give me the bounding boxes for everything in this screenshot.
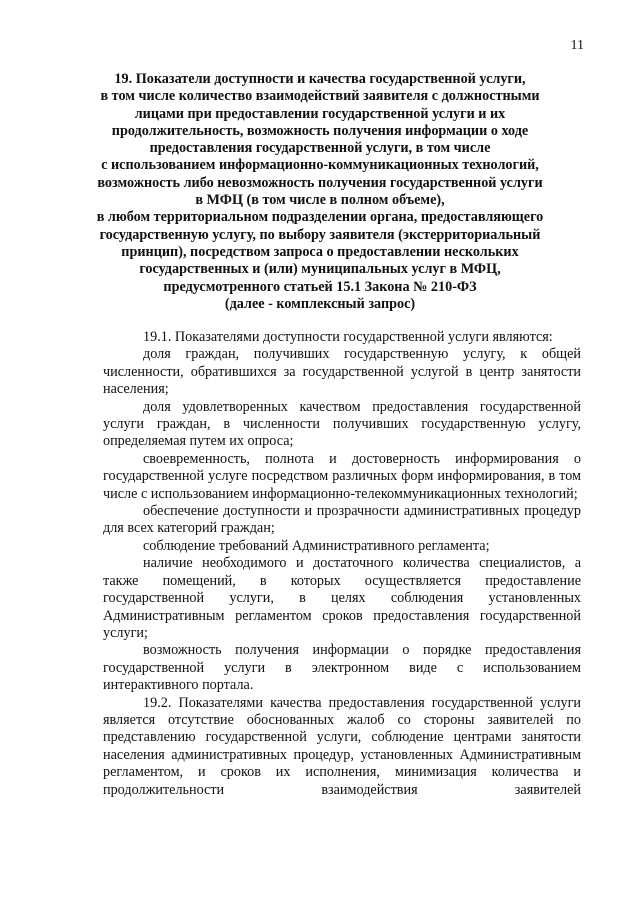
heading-line: 19. Показатели доступности и качества государственной услуги, — [114, 71, 526, 87]
heading-line: предоставления государственной услуги, в том числе — [149, 140, 491, 157]
heading-line: государственную услугу, по выбору заявителя (экстерриториальный — [99, 226, 541, 243]
paragraph-informing: своевременность, полнота и достоверность информирования о государственной услуге посредством различных форм информирования, в том числе с использованием информационно-телекоммуникационных технологий; — [103, 450, 581, 502]
heading-line: продолжительность, возможность получения информации о ходе — [111, 122, 529, 139]
heading-line: в любом территориальном подразделении органа, предоставляющего — [96, 209, 544, 226]
heading-line: принцип), посредством запроса о предоставлении нескольких — [121, 243, 519, 260]
heading-line: в МФЦ (в том числе в полном объеме), — [195, 192, 445, 209]
paragraph-electronic-info: возможность получения информации о порядке предоставления государственной услуги в электронном виде с использованием интерактивного портала. — [103, 642, 581, 694]
paragraph-regulation-compliance: соблюдение требований Административного регламента; — [143, 537, 490, 554]
paragraph-quality-indicators: 19.2. Показателями качества предоставления государственной услуги является отсутствие обоснованных жалоб со стороны заявителей по представлению государственной услуги, соблюдение центрами занятости населения административных процедур, установленных Административным регламентом, и сроков их исполнения, минимизация количества и продолжительности взаимодействия заявителей — [103, 694, 581, 798]
heading-line: лицами при предоставлении государственной услуги и их — [134, 105, 506, 122]
heading-line: (далее - комплексный запрос) — [224, 295, 416, 312]
paragraph-transparency: обеспечение доступности и прозрачности административных процедур для всех категорий граждан; — [103, 503, 581, 537]
heading-line: в том числе количество взаимодействий заявителя с должностными — [100, 88, 540, 105]
heading-line: предусмотренного статьей 15.1 Закона № 210-ФЗ — [163, 278, 477, 295]
heading-line: возможность либо невозможность получения государственной услуги — [97, 174, 543, 191]
heading-line: с использованием информационно-коммуникационных технологий, — [101, 157, 539, 174]
paragraph-satisfied-share: доля удовлетворенных качеством предоставления государственной услуги граждан, в численности получивших государственную услугу, определяемая путем их опроса; — [103, 398, 581, 450]
paragraph-citizens-share: доля граждан, получивших государственную услугу, к общей численности, обратившихся за государственной услугой в центр занятости населения; — [103, 346, 581, 398]
paragraph-accessibility-intro: 19.1. Показателями доступности государственной услуги являются: — [143, 329, 553, 345]
document-body — [103, 329, 581, 799]
paragraph-specialists: наличие необходимого и достаточного количества специалистов, а также помещений, в которых осуществляется предоставление государственной услуги, в целях соблюдения установленных Административным регламентом сроков предоставления государственной услуги; — [103, 555, 581, 641]
page-number: 11 — [570, 38, 584, 53]
heading-line: государственных и (или) муниципальных услуг в МФЦ, — [139, 261, 501, 278]
section-heading — [60, 71, 580, 313]
